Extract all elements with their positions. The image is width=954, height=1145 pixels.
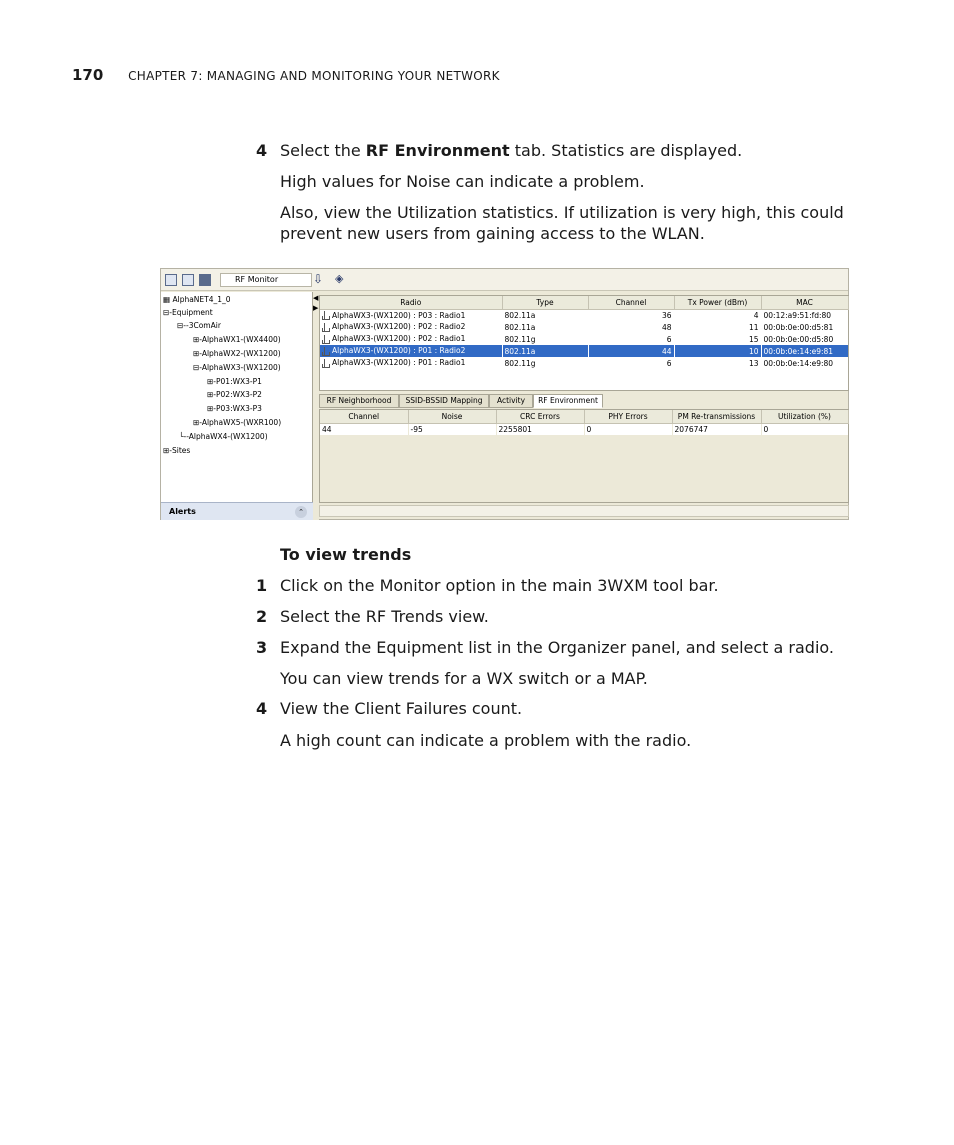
running-header	[72, 66, 500, 84]
section-heading: To view trends	[280, 545, 412, 564]
horizontal-scrollbar[interactable]	[319, 505, 849, 517]
table-row[interactable]: AlphaWX3-(WX1200) : P01 : Radio1 802.11g 6 13 00:0b:0e:14:e9:80	[320, 357, 848, 369]
tree-item-equipment[interactable]: ⊟-Equipment	[163, 308, 213, 317]
tree-root[interactable]: ▦ AlphaNET4_1_0	[163, 295, 231, 304]
page-number: 170	[72, 66, 104, 84]
download-arrow-icon[interactable]: ⇩	[313, 272, 324, 286]
tree-item-p02[interactable]: ⊞-P02:WX3-P2	[207, 390, 262, 399]
column-header-noise[interactable]: Noise	[408, 410, 496, 423]
splitter-left-arrow-icon[interactable]: ◀	[313, 294, 319, 302]
table-row[interactable]: AlphaWX3-(WX1200) : P02 : Radio2 802.11a 48 11 00:0b:0e:00:d5:81	[320, 321, 848, 333]
step-text: Expand the Equipment list in the Organizer panel, and select a radio.	[280, 638, 834, 657]
toolbar	[161, 269, 848, 291]
step-number: 2	[256, 607, 268, 626]
organizer-panel	[161, 292, 313, 520]
table-row[interactable]: 44 -95 2255801 0 2076747 0	[320, 423, 848, 435]
step-text: View the Client Failures count.	[280, 699, 523, 718]
table-row[interactable]: AlphaWX3-(WX1200) : P02 : Radio1 802.11g 6 15 00:0b:0e:00:d5:80	[320, 333, 848, 345]
splitter-right-arrow-icon[interactable]: ▶	[313, 304, 319, 312]
column-header-tx-power[interactable]: Tx Power (dBm)	[674, 296, 761, 309]
step-note: You can view trends for a WX switch or a MAP.	[280, 669, 648, 688]
step-text: Click on the Monitor option in the main 3WXM tool bar.	[280, 576, 719, 595]
view-selector[interactable]: RF Monitor	[220, 273, 312, 287]
column-header-type[interactable]: Type	[502, 296, 588, 309]
tree-item-p01[interactable]: ⊞-P01:WX3-P1	[207, 377, 262, 386]
step-text: Select the RF Environment tab. Statistics are displayed.	[280, 141, 743, 160]
tree-item-wx5[interactable]: ⊞-AlphaWX5-(WXR100)	[193, 418, 282, 427]
step-number: 3	[256, 638, 268, 657]
column-header-pm-retransmissions[interactable]: PM Re-transmissions	[672, 410, 761, 423]
column-header-utilization[interactable]: Utilization (%)	[761, 410, 848, 423]
column-header-crc-errors[interactable]: CRC Errors	[496, 410, 584, 423]
radio-table	[319, 295, 849, 391]
tree-item-wx2[interactable]: ⊞-AlphaWX2-(WX1200)	[193, 349, 281, 358]
table-row[interactable]: AlphaWX3-(WX1200) : P03 : Radio1 802.11a 36 4 00:12:a9:51:fd:80	[320, 309, 848, 321]
tab-activity[interactable]: Activity	[489, 394, 533, 408]
help-icon[interactable]	[199, 274, 211, 286]
column-header-channel[interactable]: Channel	[588, 296, 674, 309]
step-number: 4	[256, 699, 268, 718]
step-number: 1	[256, 576, 268, 595]
radio-antenna-icon	[322, 347, 328, 356]
step-number: 4	[256, 141, 268, 160]
alerts-bar[interactable]: Alerts ⌃	[161, 502, 313, 520]
rf-environment-table	[319, 409, 849, 503]
table-row-selected[interactable]: AlphaWX3-(WX1200) : P01 : Radio2 802.11a 44 10 00:0b:0e:14:e9:81	[320, 345, 848, 357]
tree-item-wx3[interactable]: ⊟-AlphaWX3-(WX1200)	[193, 363, 281, 372]
rf-monitor-screenshot	[160, 268, 849, 520]
column-header-channel[interactable]: Channel	[320, 410, 408, 423]
chapter-title: CHAPTER 7: MANAGING AND MONITORING YOUR NETWORK	[128, 69, 500, 83]
clipboard-icon[interactable]	[182, 274, 194, 286]
window-icon[interactable]	[165, 274, 177, 286]
tab-ssid-bssid-mapping[interactable]: SSID-BSSID Mapping	[399, 394, 489, 408]
noise-note: High values for Noise can indicate a problem.	[280, 172, 645, 191]
radio-antenna-icon	[322, 359, 328, 368]
tree-item-sites[interactable]: ⊞-Sites	[163, 446, 191, 455]
refresh-icon[interactable]: ◈	[335, 272, 344, 285]
radio-antenna-icon	[322, 323, 328, 332]
tab-rf-environment[interactable]: RF Environment	[533, 394, 603, 408]
column-header-mac[interactable]: MAC	[761, 296, 848, 309]
tree-item-wx1[interactable]: ⊞-AlphaWX1-(WX4400)	[193, 335, 281, 344]
tree-item-3comair[interactable]: ⊟--3ComAir	[177, 321, 221, 330]
tab-rf-neighborhood[interactable]: RF Neighborhood	[319, 394, 399, 408]
radio-antenna-icon	[322, 335, 328, 344]
step-note: A high count can indicate a problem with the radio.	[280, 731, 692, 750]
collapse-chevron-icon[interactable]: ⌃	[295, 506, 307, 518]
tree-item-wx4[interactable]: └--AlphaWX4-(WX1200)	[179, 432, 268, 441]
step-text: Select the RF Trends view.	[280, 607, 489, 626]
utilization-note: Also, view the Utilization statistics. If utilization is very high, this could prevent new users from gaining access to the WLAN.	[280, 203, 844, 243]
radio-antenna-icon	[322, 311, 328, 320]
column-header-phy-errors[interactable]: PHY Errors	[584, 410, 672, 423]
tree-item-p03[interactable]: ⊞-P03:WX3-P3	[207, 404, 262, 413]
column-header-radio[interactable]: Radio	[320, 296, 502, 309]
ui-term: RF Environment	[365, 141, 510, 160]
